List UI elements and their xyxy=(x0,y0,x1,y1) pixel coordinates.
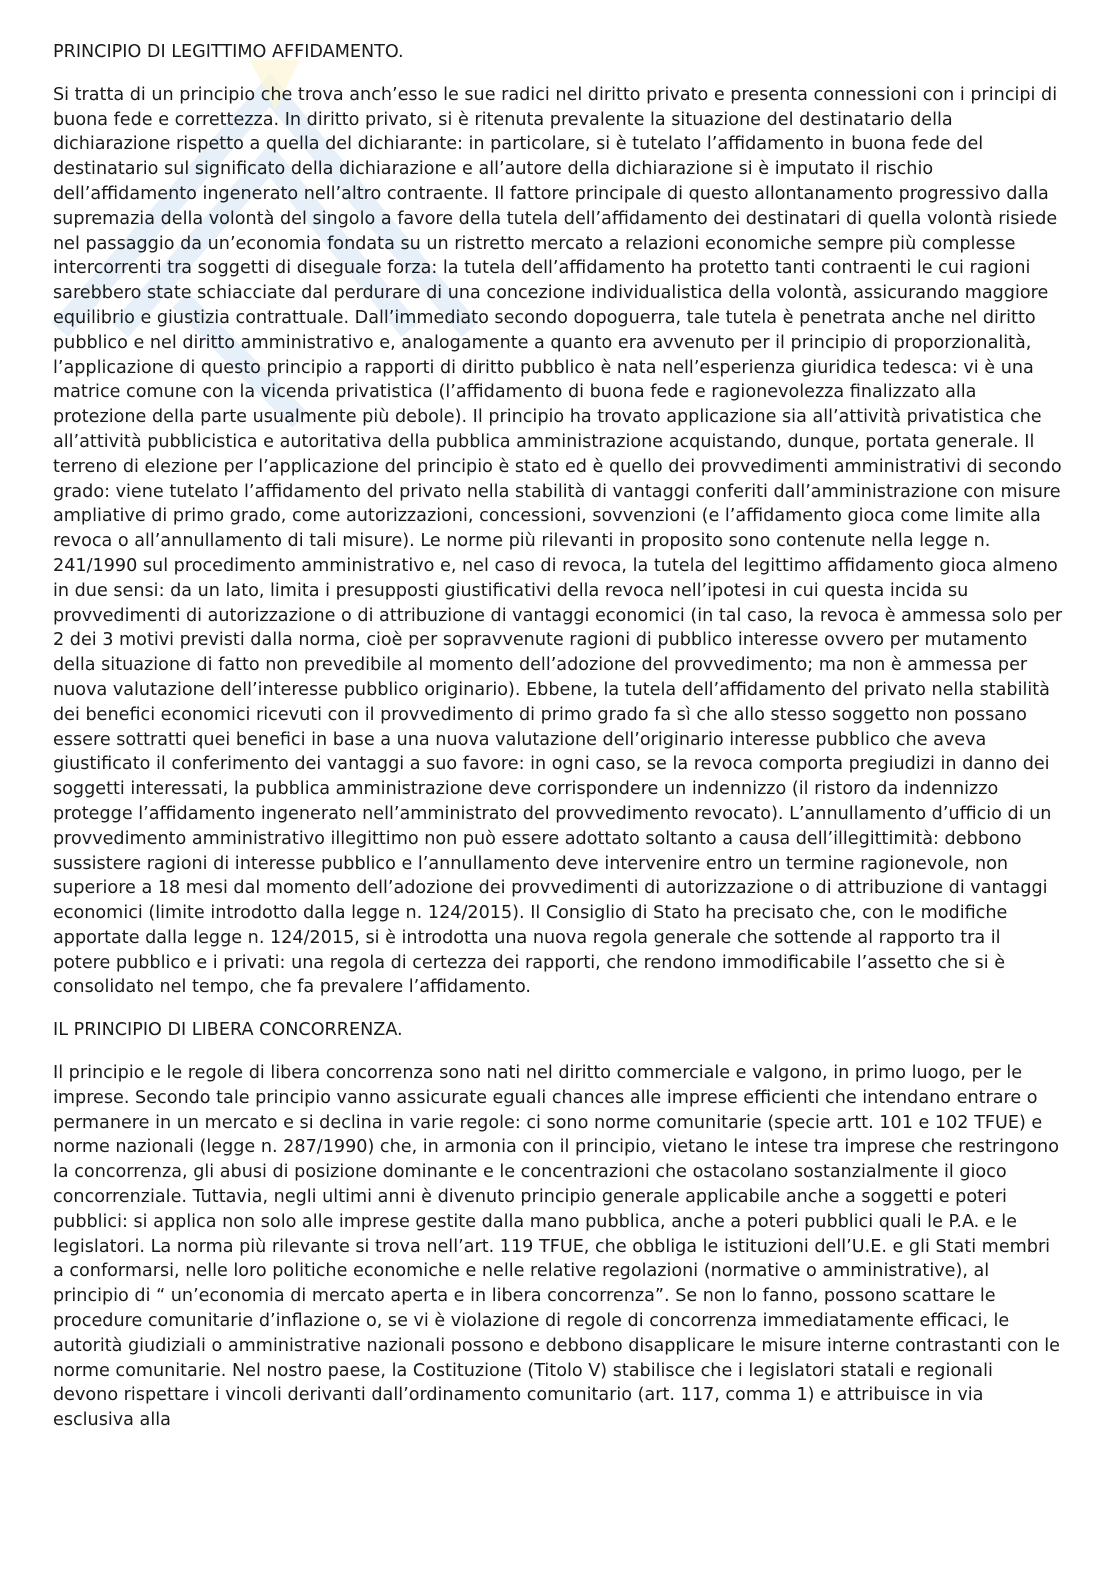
section-libera-concorrenza xyxy=(53,1018,1063,1433)
section-paragraph: Il principio e le regole di libera concorrenza sono nati nel diritto commerciale e valgono, in primo luogo, per le imprese. Secondo tale principio vanno assicurate eguali chances alle imprese efficienti che intendano entrare o permanere in un mercato e si declina in varie regole: ci sono norme comunitarie (specie artt. 101 e 102 TFUE) e norme nazionali (legge n. 287/1990) che, in armonia con il principio, vietano le intese tra imprese che restringono la concorrenza, gli abusi di posizione dominante e le concentrazioni che ostacolano sostanzialmente il gioco concorrenziale. Tuttavia, negli ultimi anni è divenuto principio generale applicabile anche a soggetti e poteri pubblici: si applica non solo alle imprese gestite dalla mano pubblica, anche a poteri pubblici quali le P.A. e le legislatori. La norma più rilevante si trova nell’art. 119 TFUE, che obbliga le istituzioni dell’U.E. e gli Stati membri a conformarsi, nelle loro politiche economiche e nelle relative regolazioni (normative o amministrative), al principio di “ un’economia di mercato aperta e in libera concorrenza”. Se non lo fanno, possono scattare le procedure comunitarie d’inflazione o, se vi è violazione di regole di concorrenza immediatamente efficaci, le autorità giudiziali o amministrative nazionali possono e debbono disapplicare le misure interne contrastanti con le norme comunitarie. Nel nostro paese, la Costituzione (Titolo V) stabilisce che i legislatori statali e regionali devono rispettare i vincoli derivanti dall’ordinamento comunitario (art. 117, comma 1) e attribuisce in via esclusiva alla xyxy=(53,1063,1061,1431)
section-paragraph: Si tratta di un principio che trova anch’esso le sue radici nel diritto privato e presenta connessioni con i principi di buona fede e correttezza. In diritto privato, si è ritenuta prevalente la situazione del destinatario della dichiarazione rispetto a quella del dichiarante: in particolare, si è tutelato l’affidamento in buona fede del destinatario sul significato della dichiarazione e all’autore della dichiarazione si è imputato il rischio dell’affidamento ingenerato nell’altro contraente. Il fattore principale di questo allontanamento progressivo dalla supremazia della volontà del singolo a favore della tutela dell’affidamento dei destinatari di quella volontà risiede nel passaggio da un’economia fondata su un ristretto mercato a relazioni economiche sempre più complesse intercorrenti tra soggetti di diseguale forza: la tutela dell’affidamento ha protetto tanti contraenti le cui ragioni sarebbero state schiacciate dal perdurare di una concezione individualistica della volontà, assicurando maggiore equilibrio e giustizia contrattuale. Dall’immediato secondo dopoguerra, tale tutela è penetrata anche nel diritto pubblico e nel diritto amministrativo e, analogamente a quanto era avvenuto per il principio di proporzionalità, l’applicazione di questo principio a rapporti di diritto pubblico è nata nell’esperienza giuridica tedesca: vi è una matrice comune con la vicenda privatistica (l’affidamento di buona fede e ragionevolezza finalizzato alla protezione della parte usualmente più debole). Il principio ha trovato applicazione sia all’attività privatistica che all’attività pubblicistica e autoritativa della pubblica amministrazione acquistando, dunque, portata generale. Il terreno di elezione per l’applicazione del principio è stato ed è quello dei provvedimenti amministrativi di secondo grado: viene tutelato l’affidamento del privato nella stabilità di vantaggi conferiti dall’amministrazione con misure ampliative di primo grado, come autorizzazioni, concessioni, sovvenzioni (e l’affidamento gioca come limite alla revoca o all’annullamento di tali misure). Le norme più rilevanti in proposito sono contenute nella legge n. 241/1990 sul procedimento amministrativo e, nel caso di revoca, la tutela del legittimo affidamento gioca almeno in due sensi: da un lato, limita i presupposti giustificativi della revoca nell’ipotesi in cui questa incida su provvedimenti di autorizzazione o di attribuzione di vantaggi economici (in tal caso, la revoca è ammessa solo per 2 dei 3 motivi previsti dalla norma, cioè per sopravvenute ragioni di pubblico interesse ovvero per mutamento della situazione di fatto non prevedibile al momento dell’adozione del provvedimento; ma non è ammessa per nuova valutazione dell’interesse pubblico originario). Ebbene, la tutela dell’affidamento del privato nella stabilità dei benefici economici ricevuti con il provvedimento di primo grado fa sì che allo stesso soggetto non possano essere sottratti quei benefici in base a una nuova valutazione dell’originario interesse pubblico che aveva giustificato il conferimento dei vantaggi a suo favore: in ogni caso, se la revoca comporta pregiudizi in danno dei soggetti interessati, la pubblica amministrazione deve corrispondere un indennizzo (il ristoro da indennizzo protegge l’affidamento ingenerato nell’amministrato del provvedimento revocato). L’annullamento d’ufficio di un provvedimento amministrativo illegittimo non può essere adottato soltanto a causa dell’illegittimità: debbono sussistere ragioni di interesse pubblico e l’annullamento deve intervenire entro un termine ragionevole, non superiore a 18 mesi dal momento dell’adozione dei provvedimenti di autorizzazione o di attribuzione di vantaggi economici (limite introdotto dalla legge n. 124/2015). Il Consiglio di Stato ha precisato che, con le modifiche apportate dalla legge n. 124/2015, si è introdotta una nuova regola generale che sottende al rapporto tra il potere pubblico e i privati: una regola di certezza dei rapporti, che rendono immodificabile l’assetto che si è consolidato nel tempo, che fa prevalere l’affidamento. xyxy=(53,84,1063,998)
section-heading: IL PRINCIPIO DI LIBERA CONCORRENZA. xyxy=(53,1020,403,1041)
document-page xyxy=(53,40,1063,1451)
section-legittimo-affidamento xyxy=(53,40,1063,1000)
section-heading: PRINCIPIO DI LEGITTIMO AFFIDAMENTO. xyxy=(53,42,404,62)
